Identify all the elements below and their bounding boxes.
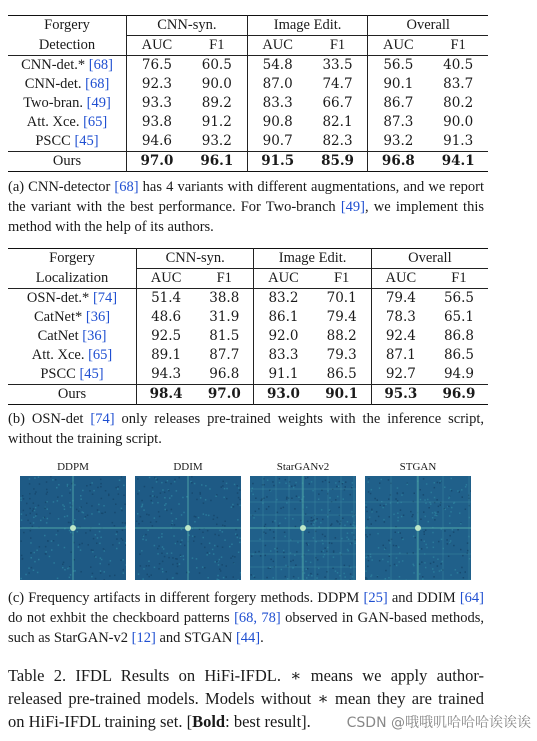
citation-link[interactable]: [12]	[131, 630, 156, 646]
table-a-header-label-1: Forgery	[44, 17, 90, 34]
metric-cell: 92.5	[137, 327, 196, 346]
caption-c-text: and STGAN	[155, 630, 236, 646]
localization-table	[8, 248, 488, 405]
metric-cell: 91.1	[254, 365, 313, 385]
ours-row	[8, 152, 488, 172]
spectrum-image	[20, 476, 126, 580]
citation-link[interactable]: [45]	[74, 133, 99, 149]
metric-cell: 82.1	[322, 114, 353, 130]
metric-cell: 83.3	[247, 94, 307, 113]
citation-link[interactable]: [68]	[85, 76, 110, 92]
method-name: Att. Xce. [65]	[26, 114, 108, 130]
table-b-subcol: AUC	[371, 269, 430, 289]
citation-link[interactable]: [74]	[90, 411, 115, 427]
citation-link[interactable]: [49]	[340, 199, 365, 215]
panel-label-starganv2: StarGANv2	[276, 461, 330, 473]
metric-cell: 94.6	[127, 132, 187, 152]
method-name: Att. Xce. [65]	[31, 347, 113, 363]
caption-a-text: , we implement this method with the help of its authors.	[8, 199, 484, 235]
metric-cell: 82.3	[322, 133, 353, 149]
metric-cell: 91.5	[247, 152, 307, 172]
citation-link[interactable]: [68]	[88, 57, 113, 73]
detection-table	[8, 15, 488, 172]
caption-c-text: (c) Frequency artifacts in different forgery methods. DDPM	[8, 590, 364, 606]
panel-label-stgan: STGAN	[399, 461, 437, 473]
metric-cell: 90.7	[247, 132, 307, 152]
metric-cell: 60.5	[201, 57, 232, 73]
caption-a-text: (a) CNN-detector	[8, 179, 115, 195]
caption-b-text: (b) OSN-det	[8, 411, 91, 427]
table-b-subcol: F1	[451, 270, 467, 286]
citation-link[interactable]: [45]	[79, 366, 104, 382]
metric-cell: 96.1	[200, 153, 234, 169]
metric-cell: 93.3	[127, 94, 187, 113]
metric-cell: 94.9	[443, 366, 474, 382]
metric-cell: 31.9	[209, 309, 240, 325]
table-row	[8, 365, 488, 385]
metric-cell: 94.3	[137, 365, 196, 385]
table-b-group-cnn-syn: CNN-syn.	[137, 249, 254, 269]
spectrum-image	[365, 476, 471, 580]
method-name: CatNet* [36]	[33, 309, 111, 325]
table-row	[8, 132, 488, 152]
table-b-subcol: AUC	[254, 269, 313, 289]
citation-link[interactable]: [74]	[92, 290, 118, 306]
metric-cell: 33.5	[322, 57, 353, 73]
metric-cell: 79.4	[371, 289, 430, 309]
metric-cell: 76.5	[127, 56, 187, 76]
table-row	[8, 289, 488, 309]
metric-cell: 83.2	[254, 289, 313, 309]
metric-cell: 92.4	[371, 327, 430, 346]
table-row	[8, 56, 488, 76]
table-row	[8, 346, 488, 365]
caption-a	[8, 177, 484, 237]
citation-link[interactable]: [68]	[114, 179, 139, 195]
metric-cell: 92.7	[371, 365, 430, 385]
metric-cell: 79.4	[326, 309, 357, 325]
metric-cell: 51.4	[137, 289, 196, 309]
metric-cell: 89.1	[137, 346, 196, 365]
metric-cell: 87.3	[368, 113, 428, 132]
table-b-group-overall: Overall	[371, 249, 488, 269]
method-name: Ours	[57, 386, 87, 402]
metric-cell: 96.8	[209, 366, 240, 382]
metric-cell: 92.3	[127, 75, 187, 94]
table-caption-tail: : best result].	[225, 712, 311, 731]
table-b-header-label-1: Forgery	[49, 250, 95, 267]
metric-cell: 90.8	[247, 113, 307, 132]
metric-cell: 86.1	[254, 308, 313, 327]
caption-c-text: observed in GAN-based methods, such as StarGAN-v2	[8, 610, 484, 646]
method-name: Ours	[52, 153, 82, 169]
metric-cell: 91.2	[201, 114, 232, 130]
citation-link[interactable]: [65]	[88, 347, 113, 363]
metric-cell: 40.5	[443, 57, 474, 73]
metric-cell: 86.8	[443, 328, 474, 344]
metric-cell: 92.0	[254, 327, 313, 346]
table-a-subcol: F1	[450, 37, 466, 53]
metric-cell: 74.7	[322, 76, 353, 92]
table-b-header-label-2: Localization	[35, 269, 109, 286]
metric-cell: 54.8	[247, 56, 307, 76]
frequency-spectrum-ddim	[135, 476, 241, 580]
table-a-group-cnn-syn: CNN-syn.	[127, 16, 248, 36]
metric-cell: 56.5	[443, 290, 474, 306]
frequency-spectrum-ddpm	[20, 476, 126, 580]
caption-c-text: and DDIM	[387, 590, 460, 606]
table-row	[8, 327, 488, 346]
metric-cell: 93.2	[368, 132, 428, 152]
citation-link[interactable]: [36]	[85, 309, 111, 325]
metric-cell: 48.6	[137, 308, 196, 327]
metric-cell: 38.8	[209, 290, 240, 306]
metric-cell: 85.9	[321, 153, 354, 169]
caption-c-text: do not exhbit the checkboard patterns	[8, 610, 235, 626]
method-name: PSCC [45]	[40, 366, 104, 382]
citation-link[interactable]: [68, 78]	[234, 610, 281, 626]
metric-cell: 93.2	[201, 133, 232, 149]
metric-cell: 56.5	[368, 56, 428, 76]
caption-a-text: has 4 variants with different augmentations, and we report the variant with the best performance. For Two-branch	[8, 179, 484, 215]
metric-cell: 93.8	[127, 113, 187, 132]
table-a-subcol: AUC	[247, 36, 307, 56]
table-b-subcol: AUC	[137, 269, 196, 289]
metric-cell: 90.1	[368, 75, 428, 94]
table-a-subcol: F1	[209, 37, 225, 53]
metric-cell: 90.1	[325, 386, 359, 402]
metric-cell: 95.3	[371, 385, 430, 405]
citation-link[interactable]: [25]	[363, 590, 388, 606]
metric-cell: 81.5	[209, 328, 240, 344]
method-name: CNN-det.* [68]	[21, 57, 113, 73]
metric-cell: 89.2	[201, 95, 232, 111]
metric-cell: 65.1	[443, 309, 474, 325]
metric-cell: 96.8	[368, 152, 428, 172]
caption-c-text: .	[260, 630, 264, 646]
method-name: CatNet [36]	[37, 328, 107, 344]
metric-cell: 80.2	[443, 95, 474, 111]
metric-cell: 83.7	[443, 76, 474, 92]
table-a-group-overall: Overall	[368, 16, 488, 36]
table-row	[8, 75, 488, 94]
spectrum-image	[135, 476, 241, 580]
table-b-subcol: F1	[216, 270, 232, 286]
table-a-subcol: F1	[329, 37, 346, 53]
metric-cell: 70.1	[326, 290, 357, 306]
method-name: OSN-det.* [74]	[26, 290, 118, 306]
method-name: PSCC [45]	[35, 133, 99, 149]
table-a-subcol: AUC	[127, 36, 187, 56]
table-a-header-label-2: Detection	[38, 36, 96, 53]
method-name: CNN-det. [68]	[24, 76, 110, 92]
caption-b	[8, 409, 484, 449]
table-caption-text: Table 2. IFDL Results on HiFi-IFDL. ∗ means we apply author-released pre-trained models. Models without ∗ mean they are trained on HiFi-IFDL training set. [	[8, 666, 484, 731]
metric-cell: 91.3	[443, 133, 474, 149]
metric-cell: 87.0	[247, 75, 307, 94]
metric-cell: 94.1	[441, 153, 475, 169]
metric-cell: 97.0	[207, 386, 241, 402]
metric-cell: 86.5	[443, 347, 474, 363]
metric-cell: 78.3	[371, 308, 430, 327]
caption-c	[8, 588, 484, 648]
citation-link[interactable]: [64]	[459, 590, 484, 606]
table-a-subcol: AUC	[368, 36, 428, 56]
table-row	[8, 113, 488, 132]
metric-cell: 88.2	[326, 328, 357, 344]
metric-cell: 66.7	[322, 95, 353, 111]
citation-link[interactable]: [49]	[86, 95, 111, 111]
metric-cell: 86.5	[326, 366, 357, 382]
metric-cell: 96.9	[442, 386, 476, 402]
table-row	[8, 94, 488, 113]
table-b-group-image-edit: Image Edit.	[254, 249, 371, 269]
citation-link[interactable]: [44]	[235, 630, 261, 646]
table-row	[8, 308, 488, 327]
metric-cell: 97.0	[127, 152, 187, 172]
metric-cell: 83.3	[254, 346, 313, 365]
metric-cell: 87.1	[371, 346, 430, 365]
metric-cell: 90.0	[201, 76, 232, 92]
frequency-spectrum-stgan	[365, 476, 471, 580]
metric-cell: 87.7	[209, 347, 240, 363]
table-a-group-image-edit: Image Edit.	[247, 16, 368, 36]
panel-label-ddpm: DDPM	[57, 461, 89, 473]
ours-row	[8, 385, 488, 405]
frequency-spectrum-starganv2	[250, 476, 356, 580]
panel-label-ddim: DDIM	[173, 461, 203, 473]
citation-link[interactable]: [36]	[82, 328, 107, 344]
caption-b-text: only releases pre-trained weights with the inference script, without the training script.	[8, 411, 484, 447]
method-name: Two-bran. [49]	[23, 95, 111, 111]
citation-link[interactable]: [65]	[83, 114, 108, 130]
metric-cell: 90.0	[443, 114, 474, 130]
table-caption-bold: Bold	[192, 712, 226, 731]
metric-cell: 79.3	[326, 347, 357, 363]
spectrum-image	[250, 476, 356, 580]
watermark: CSDN @哦哦叽哈哈哈诶诶诶	[346, 715, 531, 731]
metric-cell: 86.7	[368, 94, 428, 113]
metric-cell: 93.0	[254, 385, 313, 405]
metric-cell: 98.4	[137, 385, 196, 405]
table-b-subcol: F1	[333, 270, 350, 286]
